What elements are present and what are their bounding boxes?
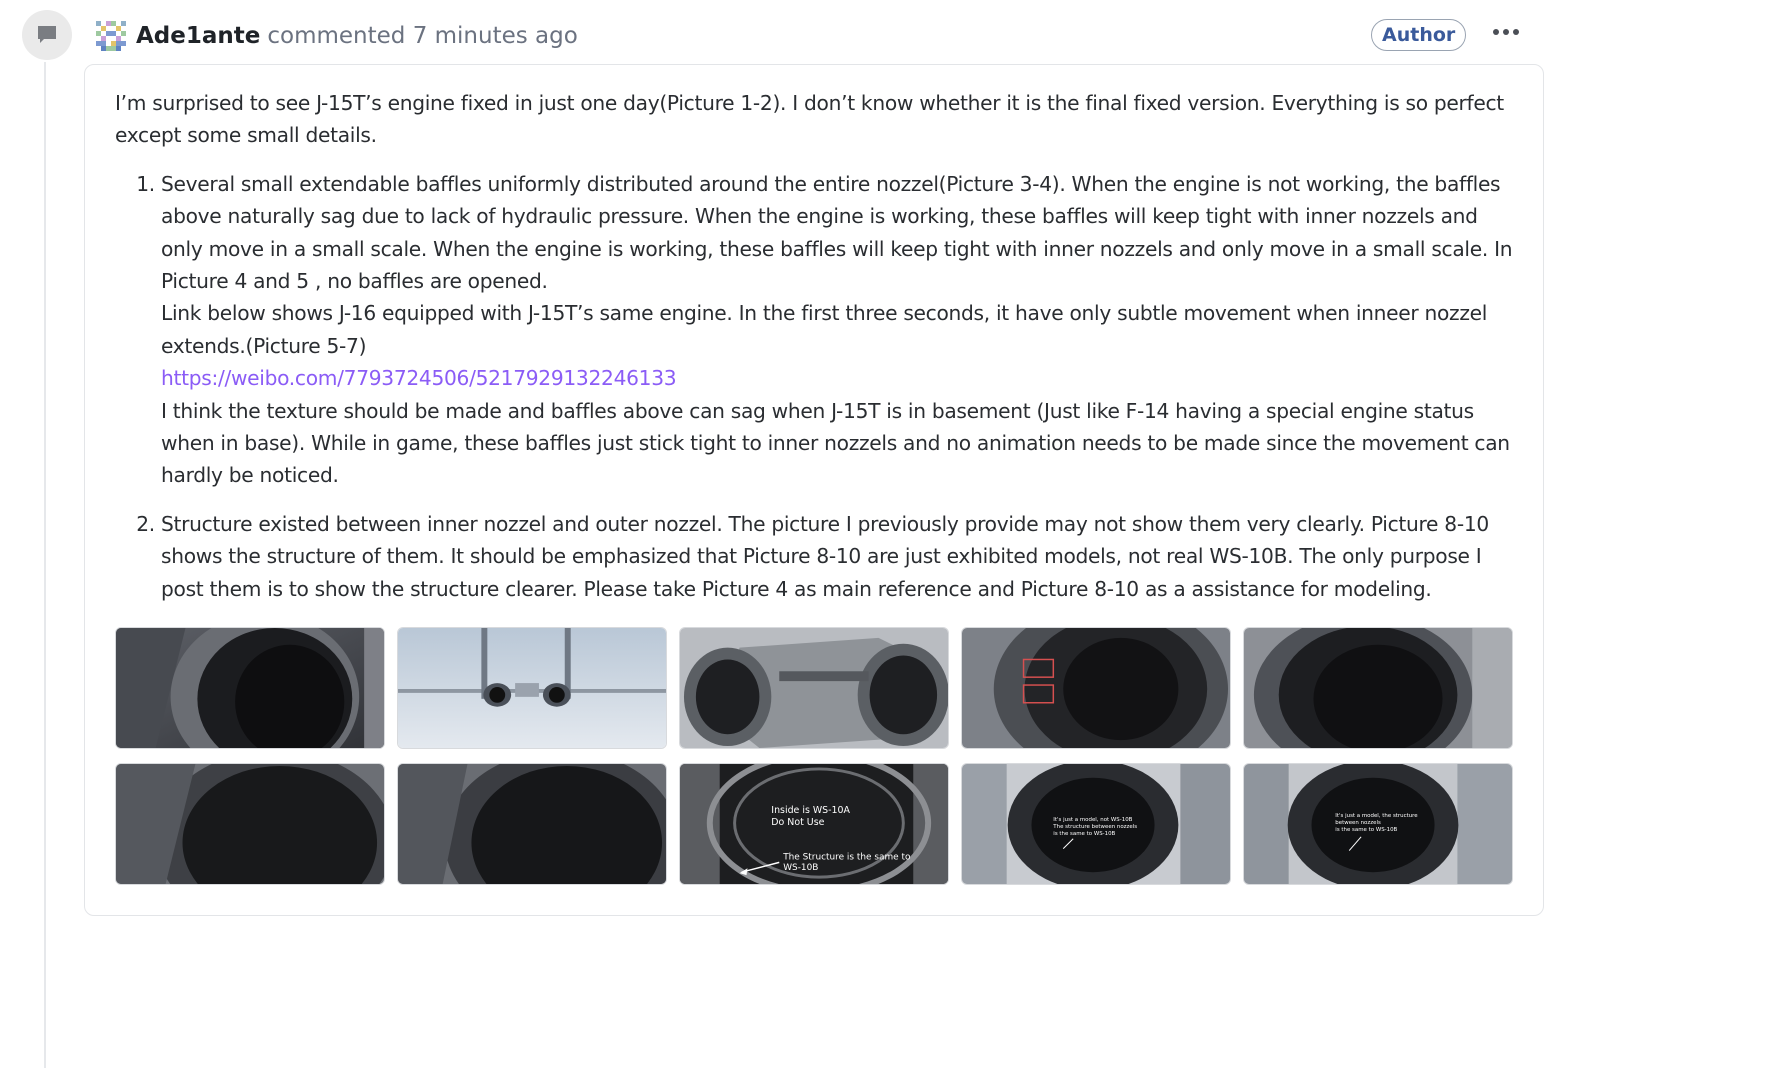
image-thumbnail[interactable] (397, 763, 667, 885)
intro-paragraph: I’m surprised to see J-15T’s engine fixed in just one day(Picture 1-2). I don’t know whether it is the final fixed version. Everything is so perfect except some small details. (115, 91, 1504, 148)
comment-header (96, 16, 1758, 56)
comment-timestamp: commented 7 minutes ago (267, 23, 578, 49)
image-caption: Do Not Use (771, 817, 825, 828)
item2-paragraph: Structure existed between inner nozzel and outer nozzel. The picture I previously provide may not show them very clearly. Picture 8-10 shows the structure of them. It should be emphasized that Picture 8-10 are just exhibited models, not real WS-10B. The only purpose I post them is to show the structure clearer. Please take Picture 4 as main reference and Picture 8-10 as a assistance for modeling. (161, 511, 1489, 601)
more-options-button[interactable] (1491, 20, 1521, 44)
item1-paragraph-3: I think the texture should be made and baffles above can sag when J-15T is in basement (Just like F-14 having a special engine status when in base). While in game, these baffles just stick tight to inner nozzels and no animation needs to be made since the movement can hardly be noticed. (161, 398, 1510, 488)
avatar[interactable] (96, 21, 126, 51)
image-thumbnail[interactable] (679, 763, 949, 885)
image-caption: It's just a model, not WS-10B (1053, 817, 1133, 824)
image-caption: is the same to WS-10B (1335, 826, 1398, 833)
item1-paragraph-2: Link below shows J-16 equipped with J-15T’s same engine. In the first three seconds, it have only subtle movement when inneer nozzel extends.(Picture 5-7) (161, 301, 1488, 358)
image-thumbnail[interactable] (961, 627, 1231, 749)
image-caption: is the same to WS-10B (1053, 830, 1116, 837)
image-caption: It's just a model, the structure (1335, 813, 1418, 820)
numbered-list (115, 168, 1513, 605)
comment-type-badge (22, 10, 72, 60)
image-thumbnail[interactable] (115, 627, 385, 749)
image-thumbnail[interactable] (679, 627, 949, 749)
image-thumbnail[interactable] (397, 627, 667, 749)
list-item (161, 508, 1513, 605)
image-thumbnail[interactable] (1243, 763, 1513, 885)
speech-bubble-icon (36, 25, 58, 45)
comment-body (115, 87, 1513, 605)
author-name[interactable]: Ade1ante (136, 23, 261, 49)
image-thumbnail[interactable] (115, 763, 385, 885)
image-caption: The Structure is the same to (783, 852, 911, 863)
image-caption: between nozzels (1335, 820, 1381, 826)
item1-paragraph-1: Several small extendable baffles uniformly distributed around the entire nozzel(Picture 3-4). When the engine is not working, the baffles above naturally sag due to lack of hydraulic pressure. When the engine is working, these baffles will keep tight with inner nozzels and only move in a small scale. When the engine is working, these baffles will keep tight with inner nozzels and only move in a small scale. In Picture 4 and 5 , no baffles are opened. (161, 171, 1513, 294)
image-thumbnail[interactable] (961, 763, 1231, 885)
list-item (161, 168, 1513, 492)
comment-body-box (84, 64, 1544, 916)
ellipsis-icon (1492, 28, 1520, 36)
image-thumbnail[interactable] (1243, 627, 1513, 749)
image-caption: The structure between nozzels (1053, 823, 1138, 830)
image-caption: WS-10B (783, 863, 819, 874)
author-badge: Author (1371, 19, 1466, 51)
image-caption: Inside is WS-10A (771, 805, 850, 817)
weibo-link[interactable]: https://weibo.com/7793724506/5217929132246133 (161, 366, 677, 391)
timeline-line (44, 62, 46, 1068)
